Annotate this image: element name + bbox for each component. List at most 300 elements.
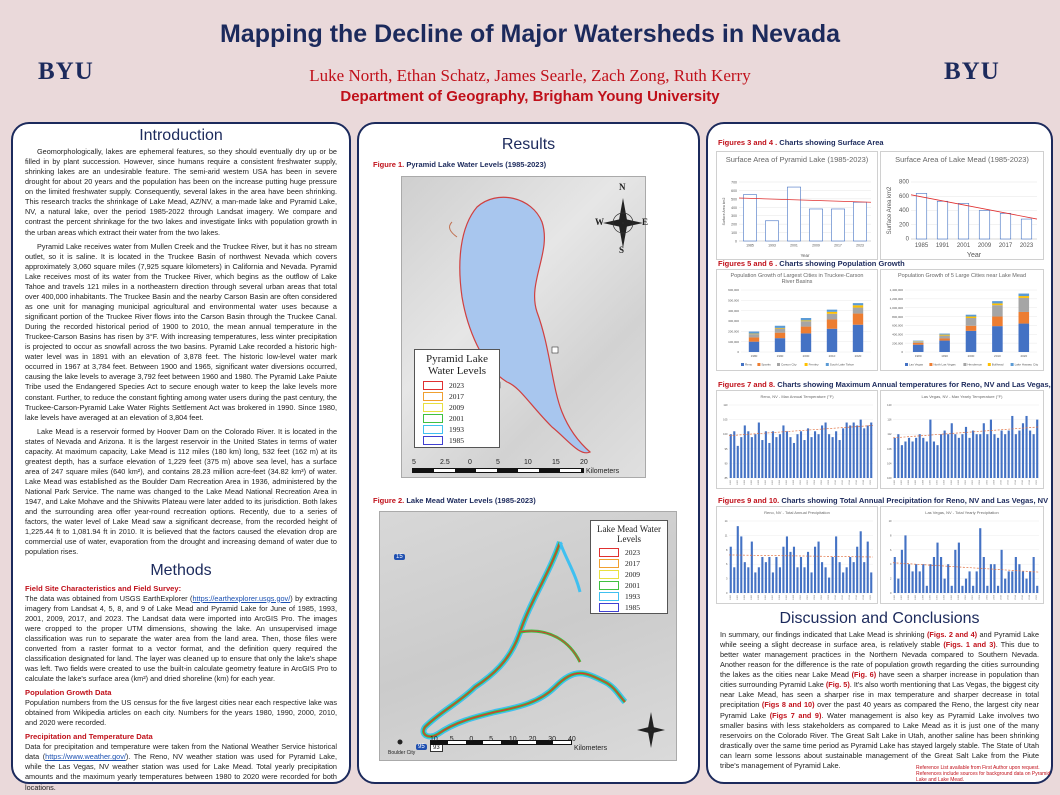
x-tick-label: 2012	[1007, 480, 1010, 485]
bar	[919, 571, 921, 593]
figure1-caption	[373, 160, 684, 169]
stacked-bar-segment	[801, 333, 811, 352]
x-tick-label: 1980	[750, 354, 758, 358]
x-tick-label: 1994	[778, 595, 781, 600]
bar	[779, 434, 781, 478]
x-tick-label: 1990	[776, 354, 784, 358]
bar	[1004, 579, 1006, 593]
scale-label: 5	[412, 459, 416, 466]
earthexplorer-link[interactable]: https://earthexplorer.usgs.gov/	[192, 593, 291, 603]
sec4-caption	[718, 496, 1048, 505]
x-tick-label: 1988	[922, 480, 925, 485]
bar	[782, 547, 784, 593]
stacked-bar-segment	[775, 329, 785, 333]
bar	[743, 195, 756, 241]
chart3-title: Population Growth of Largest Cities in Truckee-Carson River Basins	[730, 273, 864, 285]
bar	[965, 427, 967, 478]
y-tick-label: 110	[723, 404, 728, 407]
methods-p1	[25, 594, 337, 685]
x-tick-label: 1998	[957, 480, 960, 485]
trendline	[729, 555, 873, 557]
stacked-bar-segment	[992, 317, 1003, 327]
stacked-bar-segment	[939, 338, 950, 340]
x-tick-label: 2008	[828, 595, 831, 600]
bar	[867, 542, 869, 593]
legend-row-1993	[423, 425, 491, 434]
bar	[800, 431, 802, 478]
x-tick-label: 1996	[785, 480, 788, 485]
y-tick-label: 600,000	[892, 323, 903, 328]
compass-w: W	[595, 217, 604, 227]
x-tick-label: 2000	[800, 595, 802, 600]
x-tick-label: 1990	[764, 480, 767, 485]
bar	[908, 564, 910, 593]
bar	[761, 440, 763, 478]
y-tick-label: 0	[726, 592, 728, 595]
x-tick-label: 2018	[863, 595, 866, 600]
x-tick-label: 1986	[915, 480, 918, 485]
bar	[1029, 571, 1031, 593]
x-tick-label: 2002	[972, 480, 975, 485]
bar	[901, 550, 903, 593]
bar	[828, 434, 830, 478]
bar	[922, 438, 924, 478]
stacked-bar-segment	[1019, 296, 1030, 298]
legend-swatch	[929, 363, 932, 366]
methods-sub2: Population Growth Data	[25, 688, 112, 698]
x-tick-label: 2014	[849, 480, 852, 485]
x-tick-label: 2004	[814, 595, 817, 600]
legend-swatch	[988, 363, 991, 366]
bar	[929, 564, 931, 593]
x-tick-label: 2014	[1014, 595, 1017, 600]
pyramid-legend-title: Pyramid Lake Water Levels	[425, 353, 488, 377]
x-tick-label: 1991	[935, 243, 950, 249]
chart-pyramid-pop	[716, 269, 878, 371]
intro-heading: Introduction	[139, 127, 223, 144]
chart2-title: Surface Area of Lake Mead (1985-2023)	[895, 155, 1029, 164]
stacked-bar-segment	[827, 310, 837, 312]
chart5-title: Reno, NV - Max Annual Temperature (°F)	[760, 394, 834, 399]
x-tick-label: 1992	[771, 595, 774, 600]
legend-label: Carson City	[781, 362, 797, 367]
y-tick-label: 95	[724, 447, 728, 451]
x-tick-label: 2006	[986, 595, 989, 600]
legend-swatch	[757, 363, 760, 366]
mead-scale	[430, 736, 670, 756]
legend-swatch	[905, 363, 908, 366]
y-tick-label: 400	[898, 208, 909, 214]
bar	[915, 438, 917, 478]
bar	[972, 586, 974, 593]
x-tick-label: 2008	[993, 595, 996, 600]
bar	[765, 431, 767, 478]
y-tick-label: 800	[898, 179, 909, 186]
bar	[990, 420, 992, 478]
x-tick-label: 2023	[856, 243, 864, 248]
discussion-sentence: . It's also worth mentioning that Las Vegas, the biggest city near Lake Mead, has seen a sharper rise in max temperature and sharper decrease in total precipitation	[720, 680, 1039, 710]
x-tick-label: 2002	[807, 595, 810, 600]
bar	[936, 445, 938, 478]
methods-p1b: ) by extracting imagery from Landsat 4, 5, 8, and 9 of Lake Mead and Pyramid Lake for June of 1985, 1993, 2001, 2009, 2017, and 2023. The Landsat data were imported into ArcGIS Pro. The images were cropped to the proper UTM dimensions, showing the lake. An unsupervised image classification was run to separate the water area from the land area. Then, those files were converted from a raster format to a vector format, and the definition query required the classification designated for land. The layer was cleaned up to ensure that only the lake's shape was left. Two fields were created to use the built-in calculate geometry feature in ArcGIS Pro to calculate the lake's surface area (km²) and dried shoreline (km) for each year.	[25, 593, 337, 683]
x-tick-label: 2020	[1020, 354, 1028, 358]
methods-sub1: Field Site Characteristics and Field Survey:	[25, 583, 182, 593]
legend-label: 1993	[625, 592, 640, 601]
bar	[831, 209, 844, 241]
legend-swatch	[599, 592, 619, 601]
stacked-bar-segment	[775, 328, 785, 329]
bar	[775, 557, 777, 593]
chart-reno-precip	[716, 506, 878, 604]
sec2-num: Figures 5 and 6 .	[718, 259, 778, 268]
bar	[768, 443, 770, 478]
right-panel	[706, 122, 1053, 784]
x-tick-label: 1982	[900, 480, 903, 485]
bar	[983, 423, 985, 478]
fig1-text: Pyramid Lake Water Levels (1985-2023)	[404, 160, 547, 169]
bar	[947, 434, 949, 478]
legend-row-2017	[599, 559, 659, 568]
scale-label: 5	[449, 736, 454, 743]
stacked-bar-segment	[939, 341, 950, 352]
figure-reference: (Figs 7 and 9)	[769, 710, 822, 720]
bar	[965, 579, 967, 593]
legend-swatch	[423, 392, 443, 401]
reference-note: Reference List available from First Author upon request. References include sources for background data on Pyramid Lake and Lake Mead.	[916, 765, 1051, 783]
y-tick-label: 112	[887, 433, 892, 437]
bar	[951, 586, 953, 593]
bar	[832, 437, 834, 478]
y-tick-label: 8	[726, 548, 728, 552]
legend-row-2001	[423, 414, 491, 423]
x-tick-label: 2004	[979, 480, 982, 485]
methods-p3	[25, 742, 337, 792]
bar	[947, 564, 949, 593]
figure2-caption	[373, 496, 536, 505]
x-tick-label: 1994	[778, 480, 781, 485]
sec4-num: Figures 9 and 10.	[718, 496, 780, 505]
bar	[733, 431, 735, 478]
x-tick-label: 2000	[800, 480, 802, 485]
y-tick-label: 300,000	[728, 319, 739, 324]
y-tick-label: 116	[887, 418, 892, 422]
legend-label: Reno	[745, 362, 753, 367]
compass-e: E	[642, 217, 649, 227]
bar	[979, 211, 990, 240]
chart-mead-area	[880, 151, 1044, 260]
legend-swatch	[423, 425, 443, 434]
department: Department of Geography, Brigham Young University	[340, 88, 720, 105]
x-tick-label: 1988	[757, 595, 760, 600]
stacked-bar-segment	[775, 326, 785, 328]
figure-reference: (Fig. 5)	[825, 680, 850, 690]
bar	[835, 431, 837, 478]
legend-label: Bullhead	[991, 362, 1004, 367]
figure-reference: (Fig. 6)	[851, 670, 877, 680]
bar	[860, 420, 862, 478]
legend-swatch	[599, 603, 619, 612]
methods-p1a: The data was obtained from USGS EarthExplorer (	[25, 593, 193, 603]
bar	[983, 557, 985, 593]
x-tick-label: 1986	[750, 595, 753, 600]
bar	[740, 437, 742, 478]
byu-logo-left: BYU	[38, 58, 94, 85]
bar	[744, 425, 746, 478]
stacked-bar-segment	[853, 314, 863, 325]
bar	[730, 547, 732, 593]
bar	[1021, 219, 1032, 239]
legend-swatch	[826, 363, 829, 366]
bar	[1000, 213, 1011, 239]
y-tick-label: 2	[890, 577, 892, 581]
bar	[835, 536, 837, 593]
bar	[972, 431, 974, 478]
x-tick-label: 2008	[993, 480, 996, 485]
x-tick-label: 1994	[943, 595, 946, 600]
x-tick-label: 1996	[785, 595, 788, 600]
bar	[926, 586, 928, 593]
bar	[986, 434, 988, 478]
bar	[867, 425, 869, 478]
stacked-bar-segment	[966, 317, 977, 318]
stacked-bar-segment	[966, 326, 977, 331]
x-tick-label: 2010	[1000, 595, 1003, 600]
intro-text	[25, 147, 337, 558]
x-tick-label: 2018	[1029, 480, 1032, 485]
scale-label: 10	[508, 736, 517, 743]
bar	[1004, 434, 1006, 478]
bar	[912, 571, 914, 593]
bar	[1001, 431, 1003, 478]
bar	[839, 440, 841, 478]
y-tick-label: 6	[726, 563, 728, 567]
legend-row-1993	[599, 592, 659, 601]
legend-label: 2009	[449, 403, 464, 412]
methods-sub3: Precipitation and Temperature Data	[25, 732, 153, 742]
lake-mead-map	[379, 511, 677, 761]
bar	[818, 434, 820, 478]
scale-unit: Kilometers	[574, 745, 608, 752]
y-tick-label: 100	[723, 433, 728, 437]
bar	[940, 434, 942, 478]
y-tick-label: 400,000	[728, 308, 739, 313]
legend-label: 2001	[625, 581, 640, 590]
legend-swatch	[599, 548, 619, 557]
bar	[779, 567, 781, 593]
bar	[1022, 423, 1024, 478]
stacked-bar-segment	[992, 305, 1003, 316]
x-tick-label: 2020	[854, 354, 862, 358]
bar	[842, 428, 844, 478]
stacked-bar-segment	[801, 318, 811, 320]
y-tick-label: 100	[887, 477, 892, 480]
middle-panel	[357, 122, 700, 784]
bar	[1029, 431, 1031, 478]
bar	[765, 562, 767, 593]
bar	[958, 543, 960, 593]
bar	[737, 446, 739, 478]
stacked-bar-segment	[749, 334, 759, 337]
mead-legend-title: Lake Mead Water Levels	[596, 524, 662, 544]
bar	[754, 434, 756, 478]
y-tick-label: 600	[731, 188, 737, 193]
bar	[818, 542, 820, 593]
y-axis-title: Surface Area km2	[887, 186, 893, 235]
bar	[954, 434, 956, 478]
bar	[828, 578, 830, 593]
x-tick-label: 1998	[792, 595, 795, 600]
stacked-bar-segment	[939, 334, 950, 335]
bar	[1025, 416, 1027, 478]
stacked-bar-segment	[749, 332, 759, 334]
bar	[846, 567, 848, 593]
bar	[765, 221, 778, 241]
stacked-bar-segment	[992, 303, 1003, 305]
bar	[793, 547, 795, 593]
bar	[853, 423, 855, 478]
legend-label: 2001	[449, 414, 464, 423]
x-tick-label: 1980	[914, 354, 922, 358]
x-tick-label: 2017	[998, 243, 1013, 249]
bar	[961, 434, 963, 478]
bar	[936, 543, 938, 593]
y-tick-label: 120	[887, 404, 892, 407]
y-tick-label: 0	[735, 239, 737, 244]
intro-p3: Lake Mead is a reservoir formed by Hoover Dam on the Colorado River. It is located in the states of Nevada and Arizona. It is the largest reservoir in the United States in terms of water capacity. At maximum capacity, Lake Mead is 112 miles (180 km) long, 532 feet (162 m) at its greatest depth, has a surface elevation of 1,229 feet (375 m) above sea level, has a surface area of 247 square miles (640 km²), and contains 28.23 million acre-feet (34.82 km³) of water. Lake Mead was established as the Boulder Dam Recreation Area in 1936, administered by the National Park Service. The name was changed to the Lake Mead National Recreation Area in 1947, and Lake Mohave and the Shivwits Plateau were later added to its jurisdiction. Both lakes and the surrounding area offer year-round recreation options. Recently, due to a series of factors, the water level of Lake Mead saw a significant decrease, from the recorded height of 1,225.44 ft to 1,081.94 ft in 2010. It is believed that the factors caused the elevation drop are commercial use of water, evaporation from the drought and increasing demand of water due to population rises.	[25, 426, 337, 557]
bar	[1011, 416, 1013, 478]
legend-label: Lake Havasu City	[1014, 362, 1039, 367]
bar	[933, 442, 935, 479]
legend-row-2017	[423, 392, 491, 401]
bar	[786, 431, 788, 478]
chart-lv-precip	[880, 506, 1044, 604]
bar	[904, 442, 906, 479]
stacked-bar-segment	[1019, 294, 1030, 297]
bar	[912, 442, 914, 479]
bar	[944, 579, 946, 593]
x-tick-label: 1986	[915, 595, 918, 600]
stacked-bar-segment	[775, 333, 785, 338]
legend-label: Las Vegas	[909, 362, 924, 367]
bar	[1033, 434, 1035, 478]
x-tick-label: 2000	[967, 354, 975, 358]
y-tick-label: 500	[731, 197, 737, 202]
bar	[976, 571, 978, 593]
bar	[958, 203, 969, 239]
stacked-bar-segment	[966, 318, 977, 326]
legend-swatch	[777, 363, 780, 366]
x-tick-label: 2010	[994, 354, 1001, 358]
bar	[853, 202, 866, 241]
legend-row-1985	[599, 603, 659, 612]
y-tick-label: 1,200,000	[889, 297, 903, 302]
stacked-bar-segment	[827, 312, 837, 314]
bar	[814, 431, 816, 478]
bar	[772, 572, 774, 593]
chart4-title: Population Growth of 5 Large Cities near Lake Mead	[897, 273, 1027, 279]
stacked-bar-segment	[939, 335, 950, 336]
discussion-sentence: over the past 40 years as compared the Reno, the largest city near Pyramid Lake	[720, 700, 1040, 720]
scale-label: 10	[430, 736, 438, 743]
x-tick-label: 2009	[812, 243, 820, 248]
bar	[863, 428, 865, 478]
stacked-bar-segment	[801, 327, 811, 334]
x-tick-label: 1992	[936, 595, 939, 600]
stacked-bar-segment	[992, 326, 1003, 352]
x-tick-label: 1996	[950, 480, 953, 485]
bar	[997, 438, 999, 478]
x-axis-title: Year	[800, 253, 810, 258]
legend-row-2023	[599, 548, 659, 557]
bar	[803, 440, 805, 478]
x-tick-label: 2018	[863, 480, 866, 485]
x-tick-label: 2000	[965, 595, 967, 600]
x-tick-label: 2004	[814, 480, 817, 485]
x-tick-label: 2010	[835, 480, 838, 485]
left-panel	[11, 122, 351, 792]
discussion-sentence: . This due to better water management practices in the Northern Nevada compared to Southern Nevada. Another reason for the difference is the rate of population growth regarding the cities surrounding the lakes as the cities near Lake Mead	[720, 640, 1039, 680]
intro-p1: Geomorphologically, lakes are ephemeral features, so they should eventually dry up or be filled in by plant succession. However, since humans require a consistent freshwater supply, shrinking lakes are an undesirable feature. The semi-arid western USA has been in severe drought for about 20 years and the population has been on the increase putting huge pressure on the limited freshwater supply. Consequently, several lakes in the area have been shrinking. This research tracks the shrinkage of Lake Mead, AZ/NV, a man-made lake and Pyramid Lake, NV, a natural lake, over the period 1985-2022 through Landsat imagery. We compare and contrast the percent shrinkage for the two lakes and investigate links with population growth in the urban areas which extract their water from the two lakes.	[25, 147, 337, 237]
legend-label: 2017	[625, 559, 640, 568]
x-tick-label: 1984	[908, 595, 911, 600]
methods-p3b: ). The Reno, NV weather station was used for Pyramid Lake, while the Las Vegas, NV weather station was used for Lake Mead. Total yearly precipitation amounts and the maximum yearly temperatures between 1980 to 2020 were recorded for both locations.	[25, 752, 337, 792]
legend-swatch	[1011, 363, 1014, 366]
fig1-num: Figure 1.	[373, 160, 405, 169]
bar	[1025, 579, 1027, 593]
bar	[919, 434, 921, 478]
bar	[761, 557, 763, 593]
bar	[832, 557, 834, 593]
sec2-caption	[718, 259, 905, 268]
bar	[894, 438, 896, 478]
scale-label: 40	[568, 736, 576, 743]
weather-link[interactable]: https://www.weather.gov/	[45, 752, 126, 762]
bar	[990, 564, 992, 593]
bar	[863, 562, 865, 593]
scale-label: 20	[580, 459, 588, 466]
legend-label: 1993	[449, 425, 464, 434]
bar	[901, 445, 903, 478]
bar	[807, 428, 809, 478]
legend-swatch	[599, 581, 619, 590]
x-tick-label: 2020	[1036, 595, 1039, 600]
y-tick-label: 11	[724, 534, 728, 538]
bar	[821, 562, 823, 593]
x-tick-label: 2016	[1021, 595, 1024, 600]
bar	[856, 547, 858, 593]
poster-title: Mapping the Decline of Major Watersheds in Nevada	[219, 20, 841, 48]
y-tick-label: 90	[724, 462, 728, 466]
bar	[968, 438, 970, 478]
bar	[979, 528, 981, 593]
chart-lv-temp	[880, 390, 1044, 489]
bar	[733, 567, 735, 593]
bar	[954, 550, 956, 593]
bar	[933, 557, 935, 593]
x-tick-label: 1982	[736, 480, 739, 485]
pyramid-scale	[412, 459, 642, 475]
stacked-bar-segment	[853, 325, 863, 352]
bar	[870, 572, 872, 593]
x-tick-label: 2014	[849, 595, 852, 600]
x-tick-label: 1988	[922, 595, 925, 600]
bar	[951, 423, 953, 478]
stacked-bar-segment	[853, 308, 863, 314]
bar	[789, 552, 791, 593]
stacked-bar-segment	[1019, 312, 1030, 324]
sec1-caption	[718, 138, 884, 147]
bar	[897, 579, 899, 593]
